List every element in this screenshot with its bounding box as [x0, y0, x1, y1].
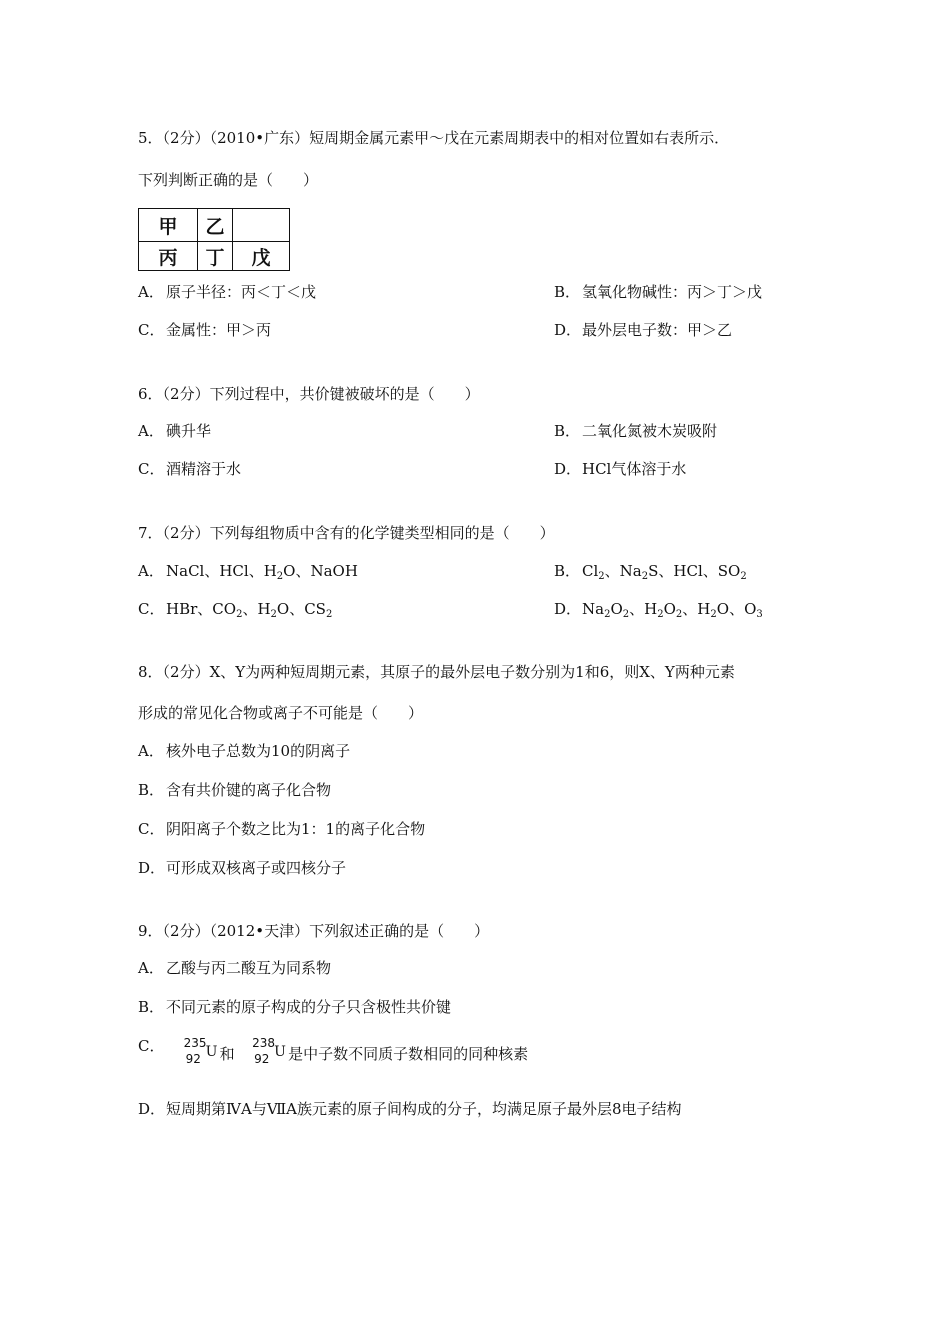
q9-option-b[interactable]: B． 不同元素的原子构成的分子只含极性共价键: [138, 998, 452, 1016]
formula-text: O、CS: [276, 600, 326, 618]
option-text: HCl气体溶于水: [582, 460, 687, 478]
option-text: 核外电子总数为10的阴离子: [166, 742, 351, 760]
option-text: 不同元素的原子构成的分子只含极性共价键: [166, 998, 452, 1016]
q8-stem-line1: 8．（2分）X、Y为两种短周期元素，其原子的最外层电子数分别为1和6，则X、Y两种元素: [138, 663, 735, 681]
table-cell: 甲: [139, 209, 198, 242]
q6-option-a[interactable]: A． 碘升华: [138, 422, 212, 440]
q5-option-c[interactable]: C． 金属性：甲＞丙: [138, 321, 272, 339]
option-text: 碘升华: [166, 422, 212, 440]
q5-stem-line2: 下列判断正确的是（ ）: [138, 171, 319, 189]
q9-option-a[interactable]: A． 乙酸与丙二酸互为同系物: [138, 959, 332, 977]
q8-option-b[interactable]: B． 含有共价键的离子化合物: [138, 781, 332, 799]
isotope-u238: 238 92 U: [252, 1036, 286, 1066]
subscript: 3: [756, 609, 763, 620]
q9-option-c[interactable]: C． 235 92 U 和 238 92 U 是中子数不同质子数相同的同种核素: [138, 1036, 528, 1073]
q8-stem-line2: 形成的常见化合物或离子不可能是（ ）: [138, 704, 424, 722]
subscript: 2: [657, 609, 664, 620]
periodic-table-fragment: [138, 208, 290, 271]
option-text: 含有共价键的离子化合物: [166, 781, 332, 799]
formula-text: Cl: [582, 562, 599, 580]
subscript: 2: [325, 609, 333, 620]
subscript: 2: [710, 609, 717, 620]
subscript: 2: [276, 571, 284, 582]
option-text: 最外层电子数：甲＞乙: [582, 321, 733, 339]
q7-stem: 7．（2分）下列每组物质中含有的化学键类型相同的是（ ）: [138, 524, 555, 542]
subscript: 2: [675, 609, 683, 620]
q5-stem-line1: 5．（2分）（2010•广东）短周期金属元素甲～戊在元素周期表中的相对位置如右表所示．: [138, 129, 730, 147]
formula-text: O、NaOH: [283, 562, 358, 580]
table-cell: 丙: [139, 242, 198, 271]
option-text: 和: [219, 1045, 235, 1063]
q9-stem: 9．（2分）（2012•天津）下列叙述正确的是（ ）: [138, 922, 490, 940]
option-text: 金属性：甲＞丙: [166, 321, 272, 339]
formula-text: HBr、CO: [166, 600, 237, 618]
option-text: 短周期第ⅣA与ⅦA族元素的原子间构成的分子，均满足原子最外层8电子结构: [166, 1100, 682, 1118]
q6-option-c[interactable]: C． 酒精溶于水: [138, 460, 242, 478]
subscript: 2: [598, 571, 605, 582]
table-cell: 丁: [198, 242, 233, 271]
formula-text: O、O: [716, 600, 757, 618]
subscript: 2: [604, 609, 611, 620]
q6-option-d[interactable]: D．HCl气体溶于水: [554, 460, 687, 478]
subscript: 2: [270, 609, 277, 620]
formula-text: 、Na: [604, 562, 642, 580]
formula-text: 、H: [682, 600, 711, 618]
formula-text: NaCl、HCl、H: [166, 562, 277, 580]
subscript: 2: [740, 571, 747, 582]
q7-option-b[interactable]: B． $Cl_2$、$Na_2S$、HCl、$SO_2$: [554, 562, 747, 582]
q7-option-d[interactable]: D．$Na_2O_2$、$H_2O_2$、$H_2O$、$O_3$: [554, 600, 763, 620]
table-cell: 戊: [233, 242, 290, 271]
option-text: 是中子数不同质子数相同的同种核素: [288, 1045, 529, 1063]
q8-option-a[interactable]: A． 核外电子总数为10的阴离子: [138, 742, 351, 760]
formula-text: S、HCl、SO: [648, 562, 741, 580]
table-cell: 乙: [198, 209, 233, 242]
option-text: 阴阳离子个数之比为1：1的离子化合物: [166, 820, 426, 838]
table-cell: [233, 209, 290, 242]
formula-text: Na: [582, 600, 605, 618]
option-text: 乙酸与丙二酸互为同系物: [166, 959, 332, 977]
q6-stem: 6．（2分）下列过程中，共价键被破坏的是（ ）: [138, 385, 480, 403]
option-text: 二氧化氮被木炭吸附: [582, 422, 718, 440]
q8-option-d[interactable]: D．可形成双核离子或四核分子: [138, 859, 347, 877]
option-text: 原子半径：丙＜丁＜戊: [166, 283, 317, 301]
option-text: 可形成双核离子或四核分子: [166, 859, 347, 877]
q7-option-a[interactable]: A． NaCl、HCl、$H_2O$、NaOH: [138, 562, 358, 582]
subscript: 2: [622, 609, 630, 620]
subscript: 2: [236, 609, 243, 620]
formula-text: O: [663, 600, 676, 618]
q8-option-c[interactable]: C． 阴阳离子个数之比为1：1的离子化合物: [138, 820, 426, 838]
q9-option-d[interactable]: D．短周期第ⅣA与ⅦA族元素的原子间构成的分子，均满足原子最外层8电子结构: [138, 1100, 682, 1118]
q5-option-d[interactable]: D．最外层电子数：甲＞乙: [554, 321, 733, 339]
option-text: 酒精溶于水: [166, 460, 242, 478]
subscript: 2: [641, 571, 649, 582]
q7-option-c[interactable]: C． HBr、$CO_2$、$H_2O$、$CS_2$: [138, 600, 333, 620]
q5-option-b[interactable]: B． 氢氧化物碱性：丙＞丁＞戊: [554, 283, 763, 301]
option-text: 氢氧化物碱性：丙＞丁＞戊: [582, 283, 763, 301]
q5-option-a[interactable]: A． 原子半径：丙＜丁＜戊: [138, 283, 317, 301]
q6-option-b[interactable]: B． 二氧化氮被木炭吸附: [554, 422, 718, 440]
formula-text: 、H: [629, 600, 658, 618]
formula-text: 、H: [242, 600, 271, 618]
formula-text: O: [610, 600, 623, 618]
isotope-u235: 235 92 U: [183, 1036, 218, 1066]
